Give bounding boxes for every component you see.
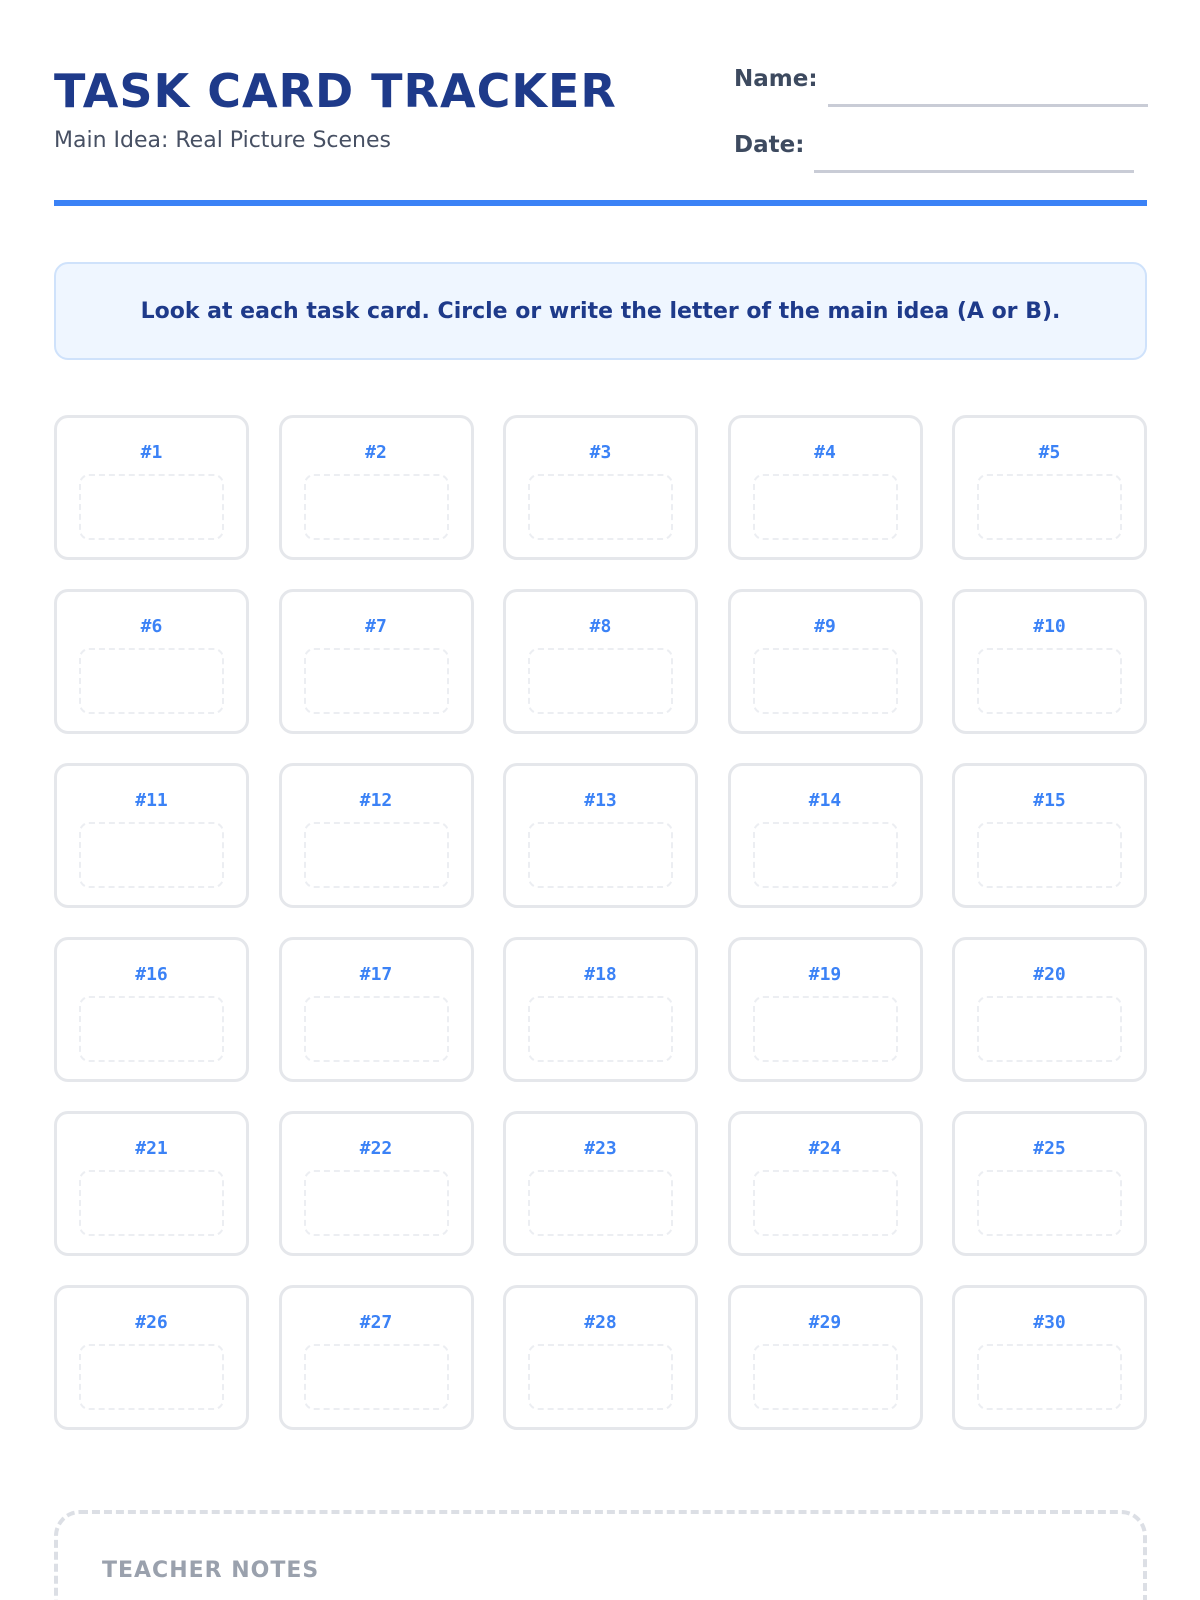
task-card <box>279 589 474 734</box>
task-card-number: #3 <box>589 442 612 463</box>
answer-box[interactable] <box>79 1170 224 1236</box>
task-card <box>54 937 249 1082</box>
date-label: Date: <box>734 132 805 158</box>
date-field[interactable] <box>814 170 1134 173</box>
task-card-number: #14 <box>808 790 842 811</box>
task-card <box>728 415 923 560</box>
task-card-number: #26 <box>135 1312 168 1333</box>
task-card <box>279 415 474 560</box>
task-card <box>503 937 698 1082</box>
task-card <box>728 1285 923 1430</box>
task-card-number: #28 <box>584 1312 617 1333</box>
task-card-number: #1 <box>140 442 163 463</box>
answer-box[interactable] <box>977 1170 1122 1236</box>
answer-box[interactable] <box>977 822 1122 888</box>
task-card-number: #7 <box>365 616 387 637</box>
task-card <box>952 589 1147 734</box>
task-card-number: #22 <box>359 1138 393 1159</box>
teacher-notes-box[interactable] <box>54 1510 1147 1600</box>
answer-box[interactable] <box>977 474 1122 540</box>
worksheet-header <box>54 60 1147 210</box>
answer-box[interactable] <box>79 648 224 714</box>
task-card-number: #12 <box>359 790 393 811</box>
answer-box[interactable] <box>753 648 898 714</box>
task-card-number: #30 <box>1033 1312 1066 1333</box>
task-card-number: #24 <box>808 1138 842 1159</box>
name-label: Name: <box>734 66 818 92</box>
answer-box[interactable] <box>304 474 449 540</box>
task-card <box>279 937 474 1082</box>
page-title: TASK CARD TRACKER <box>54 64 617 118</box>
task-card <box>952 415 1147 560</box>
task-card-number: #10 <box>1033 616 1066 637</box>
task-card <box>728 937 923 1082</box>
task-card-number: #11 <box>135 790 168 811</box>
answer-box[interactable] <box>977 996 1122 1062</box>
task-card-number: #15 <box>1033 790 1066 811</box>
task-card <box>54 1285 249 1430</box>
task-card <box>952 937 1147 1082</box>
task-card <box>279 763 474 908</box>
task-card <box>952 763 1147 908</box>
answer-box[interactable] <box>304 1170 449 1236</box>
answer-box[interactable] <box>753 474 898 540</box>
answer-box[interactable] <box>304 996 449 1062</box>
task-card <box>503 763 698 908</box>
task-card-number: #19 <box>808 964 842 985</box>
task-card-number: #29 <box>808 1312 842 1333</box>
task-card-grid <box>54 415 1147 1430</box>
page-subtitle: Main Idea: Real Picture Scenes <box>54 128 391 153</box>
answer-box[interactable] <box>528 648 673 714</box>
answer-box[interactable] <box>528 1170 673 1236</box>
task-card-number: #16 <box>135 964 168 985</box>
task-card <box>728 589 923 734</box>
task-card <box>728 763 923 908</box>
answer-box[interactable] <box>977 648 1122 714</box>
answer-box[interactable] <box>79 474 224 540</box>
task-card <box>503 1285 698 1430</box>
task-card <box>279 1111 474 1256</box>
task-card <box>54 763 249 908</box>
task-card-number: #13 <box>584 790 617 811</box>
header-divider <box>54 200 1147 206</box>
answer-box[interactable] <box>753 1344 898 1410</box>
task-card <box>54 415 249 560</box>
task-card-number: #9 <box>814 616 836 637</box>
answer-box[interactable] <box>304 648 449 714</box>
answer-box[interactable] <box>753 996 898 1062</box>
instructions-box <box>54 262 1147 360</box>
name-field[interactable] <box>828 104 1148 107</box>
task-card-number: #27 <box>359 1312 393 1333</box>
answer-box[interactable] <box>528 822 673 888</box>
answer-box[interactable] <box>304 1344 449 1410</box>
answer-box[interactable] <box>528 996 673 1062</box>
task-card <box>279 1285 474 1430</box>
task-card <box>728 1111 923 1256</box>
task-card-number: #4 <box>814 442 836 463</box>
task-card <box>952 1111 1147 1256</box>
task-card-number: #5 <box>1038 442 1061 463</box>
answer-box[interactable] <box>753 822 898 888</box>
instructions-text: Look at each task card. Circle or write the letter of the main idea (A or B). <box>140 298 1061 324</box>
task-card <box>54 1111 249 1256</box>
task-card-number: #6 <box>140 616 163 637</box>
answer-box[interactable] <box>304 822 449 888</box>
task-card-number: #25 <box>1033 1138 1066 1159</box>
task-card-number: #18 <box>584 964 617 985</box>
task-card-number: #23 <box>584 1138 617 1159</box>
task-card <box>503 589 698 734</box>
answer-box[interactable] <box>79 1344 224 1410</box>
task-card-number: #21 <box>135 1138 168 1159</box>
task-card-number: #2 <box>365 442 387 463</box>
task-card-number: #8 <box>589 616 612 637</box>
answer-box[interactable] <box>528 1344 673 1410</box>
task-card <box>952 1285 1147 1430</box>
answer-box[interactable] <box>79 996 224 1062</box>
answer-box[interactable] <box>753 1170 898 1236</box>
task-card-number: #20 <box>1033 964 1066 985</box>
task-card <box>503 415 698 560</box>
task-card <box>503 1111 698 1256</box>
answer-box[interactable] <box>977 1344 1122 1410</box>
answer-box[interactable] <box>79 822 224 888</box>
answer-box[interactable] <box>528 474 673 540</box>
task-card-number: #17 <box>359 964 393 985</box>
teacher-notes-label: TEACHER NOTES <box>102 1558 320 1583</box>
task-card <box>54 589 249 734</box>
